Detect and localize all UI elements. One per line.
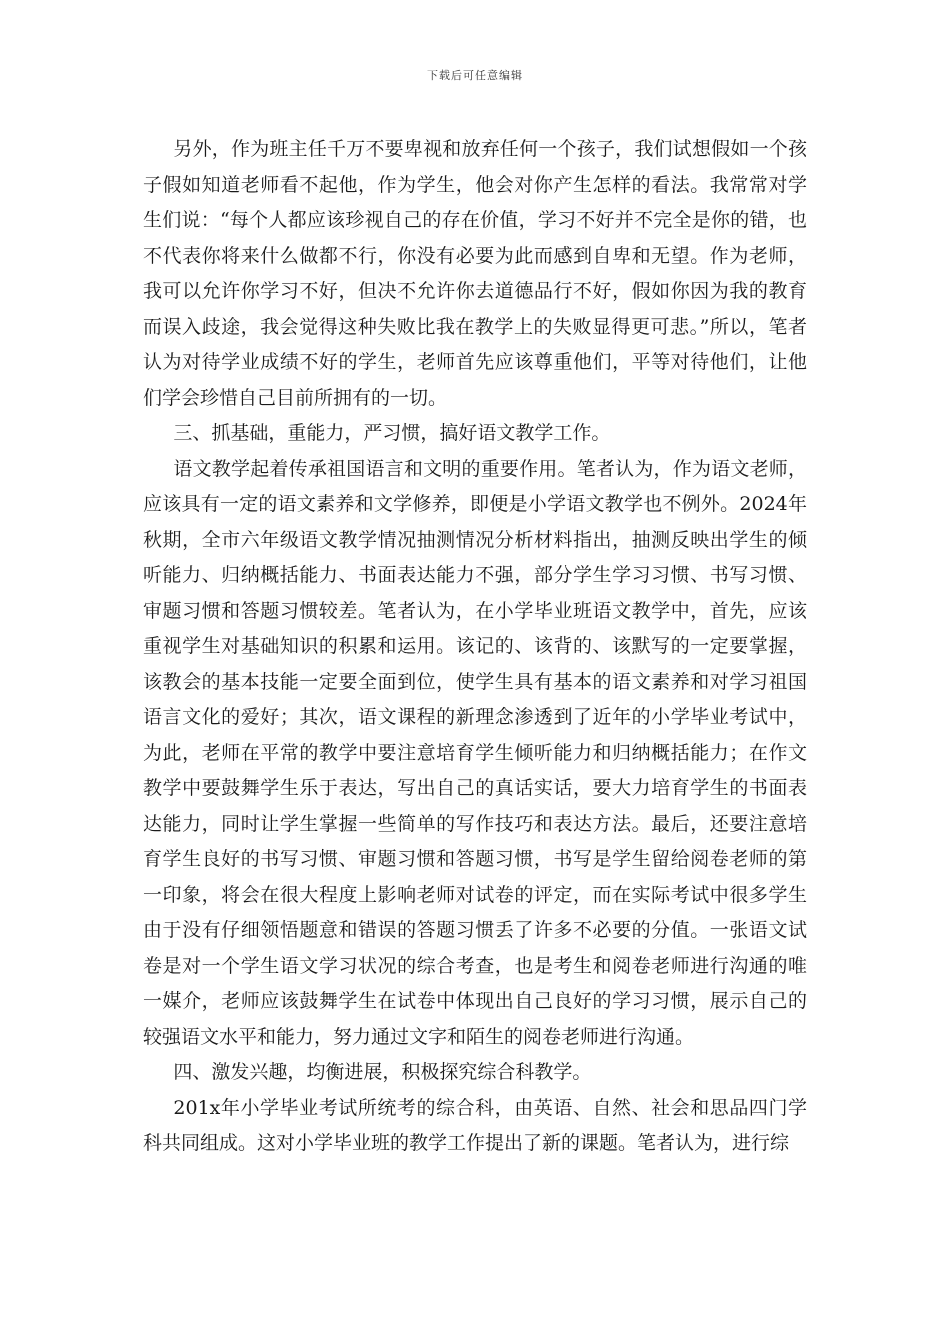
page-header-note: 下载后可任意编辑 bbox=[427, 69, 523, 82]
section-heading-chinese-teaching: 三、抓基础，重能力，严习惯，搞好语文教学工作。 bbox=[173, 422, 611, 444]
paragraph-chinese-teaching: 语文教学起着传承祖国语言和文明的重要作用。笔者认为，作为语文老师，应该具有一定的语文素养和文学修养，即便是小学语文教学也不例外。2024年秋期，全市六年级语文教学情况抽测情况分析材料指出，抽测反映出学生的倾听能力、归纳概括能力、书面表达能力不强，部分学生学习习惯、书写习惯、审题习惯和答题习惯较差。笔者认为，在小学毕业班语文教学中，首先，应该重视学生对基础知识的积累和运用。该记的、该背的、该默写的一定要掌握，该教会的基本技能一定要全面到位，使学生具有基本的语文素养和对学习祖国语言文化的爱好；其次，语文课程的新理念渗透到了近年的小学毕业考试中，为此，老师在平常的教学中要注意培育学生倾听能力和归纳概括能力；在作文教学中要鼓舞学生乐于表达，写出自己的真话实话，要大力培育学生的书面表达能力，同时让学生掌握一些简单的写作技巧和表达方法。最后，还要注意培育学生良好的书写习惯、审题习惯和答题习惯，书写是学生留给阅卷老师的第一印象，将会在很大程度上影响老师对试卷的评定，而在实际考试中很多学生由于没有仔细领悟题意和错误的答题习惯丢了许多不必要的分值。一张语文试卷是对一个学生语文学习状况的综合考查，也是考生和阅卷老师进行沟通的唯一媒介，老师应该鼓舞学生在试卷中体现出自己良好的学习习惯，展示自己的较强语文水平和能力，努力通过文字和陌生的阅卷老师进行沟通。 bbox=[143, 457, 807, 1048]
section-heading-comprehensive-subjects: 四、激发兴趣，均衡进展，积极探究综合科教学。 bbox=[173, 1061, 592, 1083]
paragraph-class-teacher-attitude: 另外，作为班主任千万不要卑视和放弃任何一个孩子，我们试想假如一个孩子假如知道老师看不起他，作为学生，他会对你产生怎样的看法。我常常对学生们说：“每个人都应该珍视自己的存在价值，学习不好并不完全是你的错，也不代表你将来什么做都不行，你没有必要为此而感到自卑和无望。作为老师，我可以允许你学习不好，但决不允许你去道德品行不好，假如你因为我的教育而误入歧途，我会觉得这种失败比我在教学上的失败显得更可悲。”所以，笔者认为对待学业成绩不好的学生，老师首先应该尊重他们，平等对待他们，让他们学会珍惜自己目前所拥有的一切。 bbox=[143, 138, 807, 409]
document-body bbox=[143, 132, 807, 1162]
paragraph-comprehensive-subjects: 201x年小学毕业考试所统考的综合科，由英语、自然、社会和思品四门学科共同组成。这对小学毕业班的教学工作提出了新的课题。笔者认为，进行综 bbox=[143, 1096, 807, 1154]
